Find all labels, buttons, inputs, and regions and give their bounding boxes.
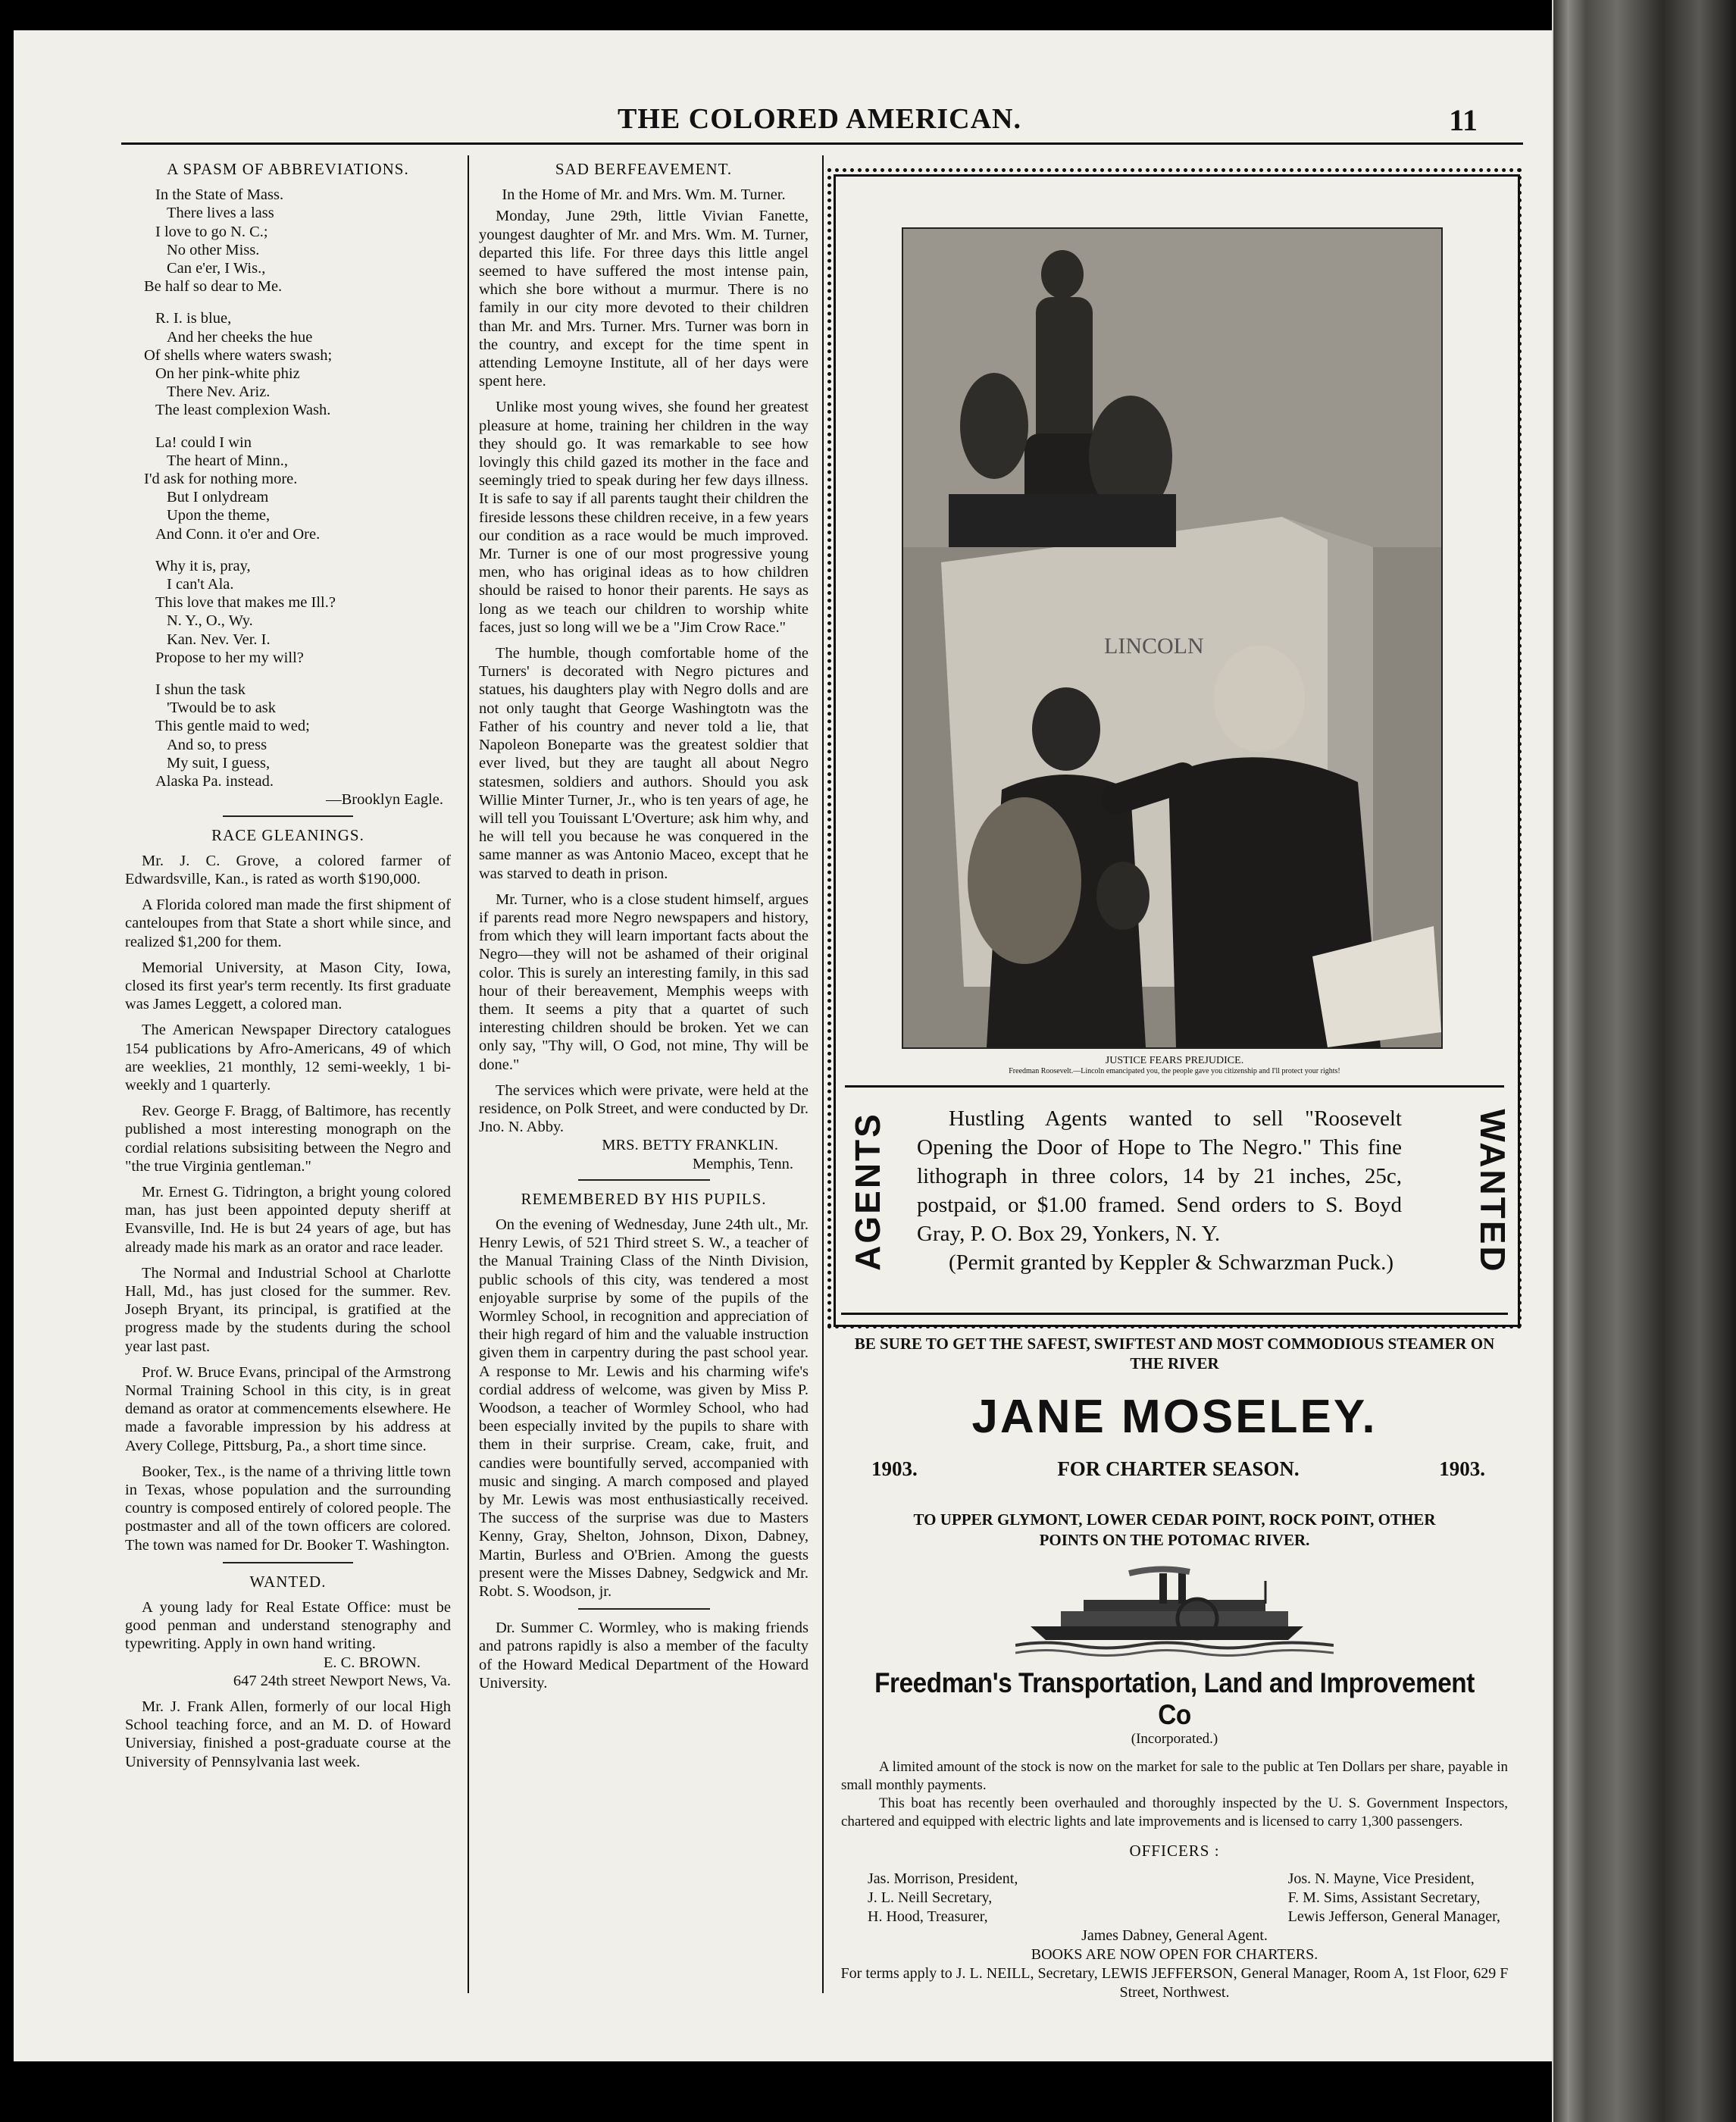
book-spine <box>1553 0 1736 2122</box>
year-left: 1903. <box>871 1457 918 1480</box>
officers-left <box>868 1870 1018 1926</box>
signature-place: Memphis, Tenn. <box>692 1155 793 1172</box>
heading-remembered: REMEMBERED BY HIS PUPILS. <box>521 1189 767 1208</box>
poem-line: The heart of Minn., <box>167 452 288 469</box>
officer: Lewis Jefferson, General Manager, <box>1287 1908 1500 1925</box>
poem-line: There lives a lass <box>167 205 274 222</box>
heading-abbreviations: A SPASM OF ABBREVIATIONS. <box>167 160 409 178</box>
poem-line: This gentle maid to wed; <box>155 718 310 735</box>
stock-text: A limited amount of the stock is now on the market for sale to the public at Ten Dollars per share, payable in small monthly payments. <box>841 1759 1508 1793</box>
page-header <box>106 102 1508 148</box>
signature-name: MRS. BETTY FRANKLIN. <box>602 1137 778 1154</box>
poem-line: Alaska Pa. instead. <box>155 773 274 790</box>
poem-line: 'Twould be to ask <box>167 700 277 717</box>
paragraph: Booker, Tex., is the name of a thriving little town in Texas, whose population and the surrounding country is composed entirely of colored people. The postmaster and all of the town officers are colored. The town was named for Dr. Booker T. Washington. <box>125 1463 451 1554</box>
paragraph: A young lady for Real Estate Office: must be good penman and understand stenography and typewriting. Apply in own hand writing. <box>125 1599 451 1653</box>
paragraph: The humble, though comfortable home of the Turners' is decorated with Negro pictures and statues, his daughters play with Negro dolls and are not only taught that George Washingtotn was the Father of his country and never told a lie, that Napoleon Boneparte was the greatest soldier that ever lived, but they are taught all about Negro statesmen, soldiers and authors. Should you ask Willie Minter Turner, Jr., who is ten years of age, he will tell you Touissant L'Overture; ask him why, and he will tell you because he was conquered in the same manner as was Antonio Maceo, except that he was starved to death in prison. <box>479 645 809 882</box>
officer: Jos. N. Mayne, Vice President, <box>1287 1870 1475 1887</box>
poem-line: But I onlydream <box>167 489 269 506</box>
steamboat-icon <box>1015 1566 1334 1657</box>
poem-line: I can't Ala. <box>167 576 234 593</box>
poem-line: Propose to her my will? <box>155 649 304 666</box>
column-1 <box>125 155 451 1779</box>
masthead-title: THE COLORED AMERICAN. <box>618 103 1021 135</box>
poem-line: Can e'er, I Wis., <box>167 260 266 277</box>
officers-right <box>1288 1870 1500 1926</box>
poem-line: Be half so dear to Me. <box>144 278 283 296</box>
company-name: Freedman's Transportation, Land and Improvement Co <box>874 1667 1475 1730</box>
poem-line: In the State of Mass. <box>155 186 284 204</box>
paragraph: Mr. J. Frank Allen, formerly of our local High School teaching force, and an M. D. of Howard Universiay, finished a post-graduate course at the University of Pennsylvania last week. <box>125 1698 451 1770</box>
paragraph: Monday, June 29th, little Vivian Fanette, youngest daughter of Mr. and Mrs. Wm. M. Turner, departed this life. For three days this little angel seemed to have suffered the most intense pain, which she bore without a murmur. There is no family in our city more devoted to their children than Mr. and Mrs. Turner. Mrs. Turner was born in the country, and except for the time spent in attending Lemoyne Institute, all of her days were spent here. <box>479 208 809 390</box>
poem-stanza-2 <box>144 309 451 419</box>
picture-caption: JUSTICE FEARS PREJUDICE. <box>1105 1055 1244 1066</box>
poem-line: On her pink-white phiz <box>155 365 300 383</box>
agents-vertical-label: AGENTS <box>848 1112 887 1271</box>
lithograph-picture <box>902 227 1443 1049</box>
header-rule <box>121 142 1523 145</box>
page-number: 11 <box>1449 103 1478 137</box>
poem-line: I love to go N. C.; <box>155 223 268 240</box>
officers-title: OFFICERS : <box>1129 1842 1220 1860</box>
poem-line: The least complexion Wash. <box>155 402 331 419</box>
poem-line: I'd ask for nothing more. <box>144 471 298 488</box>
column-divider-1 <box>468 155 469 1993</box>
poem-line: Why it is, pray, <box>155 557 251 574</box>
poem-stanza-1 <box>144 186 451 296</box>
poem-line: Upon the theme, <box>167 507 271 524</box>
poem-stanza-3 <box>144 433 451 543</box>
heading-bereavement: SAD BERFEAVEMENT. <box>555 160 733 178</box>
heading-race-gleanings: RACE GLEANINGS. <box>211 825 364 844</box>
poem-line: This love that makes me Ill.? <box>155 594 336 612</box>
officer: J. L. Neill Secretary, <box>868 1889 993 1906</box>
books-open: BOOKS ARE NOW OPEN FOR CHARTERS. <box>1031 1946 1318 1963</box>
paragraph: Mr. Ernest G. Tidrington, a bright young colored man, has just been appointed deputy sheriff at Evansville, Ind. He is but 24 years of age, but has already made his mark as an orator and race leader. <box>125 1183 451 1256</box>
paragraph: The Normal and Industrial School at Charlotte Hall, Md., has just closed for the summer. Rev. Joseph Bryant, its principal, is gratified at the progress made by the students during the school year last past. <box>125 1264 451 1355</box>
poem-line: There Nev. Ariz. <box>167 383 271 401</box>
agents-ad-body <box>917 1104 1402 1277</box>
poem-source: —Brooklyn Eagle. <box>326 791 443 809</box>
officer: F. M. Sims, Assistant Secretary, <box>1287 1889 1481 1906</box>
wanted-vertical-label: WANTED <box>1473 1109 1512 1274</box>
incorporated: (Incorporated.) <box>1131 1731 1218 1747</box>
paragraph: Dr. Summer C. Wormley, who is making friends and patrons rapidly is also a member of the faculty of the Howard Medical Department of the Howard University. <box>479 1620 809 1692</box>
officers-list <box>834 1870 1515 1926</box>
paragraph: Memorial University, at Mason City, Iowa, closed its first year's term recently. Its first graduate was James Leggett, a colored man. <box>125 959 451 1013</box>
paragraph: On the evening of Wednesday, June 24th ult., Mr. Henry Lewis, of 521 Third street S. W., a teacher of the Manual Training Class of the Ninth Division, public schools of this city, was tendered a most enjoyable surprise by some of the pupils of the Wormley School, in recognition and appreciation of their high regard of him and the valuable instruction given them in carpentry during the past school year. A response to Mr. Lewis and his charming wife's cordial address of welcome, was given by Miss P. Woodson, a teacher of Wormley School, who had been especially invited by the pupils to share with them in their surprise. Cream, cake, fruit, and candies were bountifully served, accompanied with music and singing. A march composed and played by Mr. Lewis was most enthusiastically received. The success of the surprise was due to Masters Kenny, Gray, Shelton, Johnson, Dixon, Dabney, Martin, Burless and O'Brien. Among the guests present were the Misses Dabney, Sedgwick and Mr. Robt. S. Woodson, jr. <box>479 1216 809 1601</box>
agents-ad-text: Hustling Agents wanted to sell "Roosevelt Opening the Door of Hope to The Negro." This fine lithograph in three colors, 14 by 21 inches, 25c, postpaid, or $1.00 framed. Send orders to S. Boyd Gray, P. O. Box 29, Yonkers, N. Y. <box>917 1106 1402 1246</box>
poem-line: I shun the task <box>155 681 246 699</box>
route-text: TO UPPER GLYMONT, LOWER CEDAR POINT, ROCK POINT, OTHER POINTS ON THE POTOMAC RIVER. <box>913 1510 1436 1549</box>
poem-stanza-4 <box>155 557 451 667</box>
statue-scene-illustration <box>903 229 1441 1047</box>
officer: Jas. Morrison, President, <box>868 1870 1018 1887</box>
pedestal-inscription: LINCOLN <box>1104 634 1204 659</box>
steamer-intro: BE SURE TO GET THE SAFEST, SWIFTEST AND MOST COMMODIOUS STEAMER ON THE RIVER <box>854 1335 1495 1372</box>
heading-wanted: WANTED. <box>249 1572 327 1591</box>
subheading: In the Home of Mr. and Mrs. Wm. M. Turner. <box>502 186 786 204</box>
divider <box>223 815 353 817</box>
paragraph: The American Newspaper Directory catalogues 154 publications by Afro-Americans, 49 of which are weeklies, 21 monthly, 12 semi-weekly, 1 bi-weekly and 1 quarterly. <box>125 1022 451 1094</box>
paragraph: Mr. Turner, who is a close student himself, argues if parents read more Negro newspapers and history, from which they will learn important facts about the Negro—they will not be ashamed of their original color. This is surely an interesting family, in this sad hour of their bereavement, Memphis weeps with them. It seems a pity that a quartet of such interesting children should be broken. Yet we can only say, "Thy will, O God, not mine, Thy will be done." <box>479 890 809 1073</box>
column-divider-2 <box>822 155 824 1993</box>
poem-line: My suit, I guess, <box>167 754 271 771</box>
general-agent: James Dabney, General Agent. <box>1081 1927 1268 1944</box>
poem-line: La! could I win <box>155 433 252 451</box>
poem-stanza-5 <box>155 681 451 790</box>
picture-caption-small: Freedman Roosevelt.—Lincoln emancipated you, the people gave you citizenship and I'll protect your rights! <box>1009 1067 1340 1075</box>
poem-line: Of shells where waters swash; <box>144 346 333 364</box>
paragraph: Mr. J. C. Grove, a colored farmer of Edwardsville, Kan., is rated as worth $190,000. <box>125 852 451 887</box>
poem-line: And so, to press <box>167 736 267 753</box>
charter-line <box>834 1457 1515 1481</box>
terms-text: For terms apply to J. L. NEILL, Secretary, LEWIS JEFFERSON, General Manager, Room A, 1st Floor, 629 F Street, Northwest. <box>840 1965 1509 2001</box>
divider <box>578 1179 710 1181</box>
agents-ad-note: (Permit granted by Keppler & Schwarzman Puck.) <box>949 1250 1394 1275</box>
poem-line: No other Miss. <box>167 241 260 258</box>
paragraph: Unlike most young wives, she found her greatest pleasure at home, training her children in the way they should go. It was remarkable to see how lovingly this child gazed its mother in the face and seemingly tried to speak during her few days illness. It is safe to say if all parents taught their children the fireside lessons these children receive, in a few years our condition as a race would be much improved. Mr. Turner is one of our most progressive young men, who has original ideas as to how children should be raised to honor their parents. He says as long as we teach our children to worship white faces, just so long will we be a "Jim Crow Race." <box>479 399 809 636</box>
signature-address: 647 24th street Newport News, Va. <box>233 1672 451 1689</box>
poem-line: And her cheeks the hue <box>167 328 313 346</box>
poem-line: R. I. is blue, <box>155 310 232 327</box>
divider <box>223 1562 353 1563</box>
paragraph: A Florida colored man made the first shipment of canteloupes from that State a short while since, and realized $1,200 for them. <box>125 897 451 950</box>
steamer-name: JANE MOSELEY. <box>971 1391 1378 1443</box>
divider <box>578 1608 710 1610</box>
signature-name: E. C. BROWN. <box>323 1654 421 1671</box>
steamer-ad <box>834 1334 1515 2002</box>
year-right: 1903. <box>1439 1457 1485 1480</box>
boat-text: This boat has recently been overhauled and thoroughly inspected by the U. S. Government Inspectors, chartered and equipped with electric lights and late improvements and is licensed to carry 1,300 passengers. <box>841 1795 1508 1829</box>
paragraph: Rev. George F. Bragg, of Baltimore, has recently published a most interesting monograph on the cordial relations subsisiting between the Negro and "the true Virginia gentleman." <box>125 1103 451 1175</box>
column-2 <box>479 155 809 1700</box>
officer: H. Hood, Treasurer, <box>868 1908 988 1925</box>
poem-line: Kan. Nev. Ver. I. <box>167 631 271 648</box>
poem-line: And Conn. it o'er and Ore. <box>155 525 321 543</box>
paragraph: The services which were private, were held at the residence, on Polk Street, and were conducted by Dr. Jno. N. Abby. <box>479 1081 809 1136</box>
poem-line: N. Y., O., Wy. <box>167 612 253 630</box>
agents-wanted-ad <box>845 1085 1512 1315</box>
agents-ad-bottom-rule <box>841 1313 1508 1315</box>
charter-season: FOR CHARTER SEASON. <box>1057 1457 1300 1480</box>
paragraph: Prof. W. Bruce Evans, principal of the Armstrong Normal Training School in this city, is in great demand as orator at commencements elsewhere. He made a favorable impression by his address at Avery College, Pittsburg, Pa., a short time since. <box>125 1363 451 1454</box>
